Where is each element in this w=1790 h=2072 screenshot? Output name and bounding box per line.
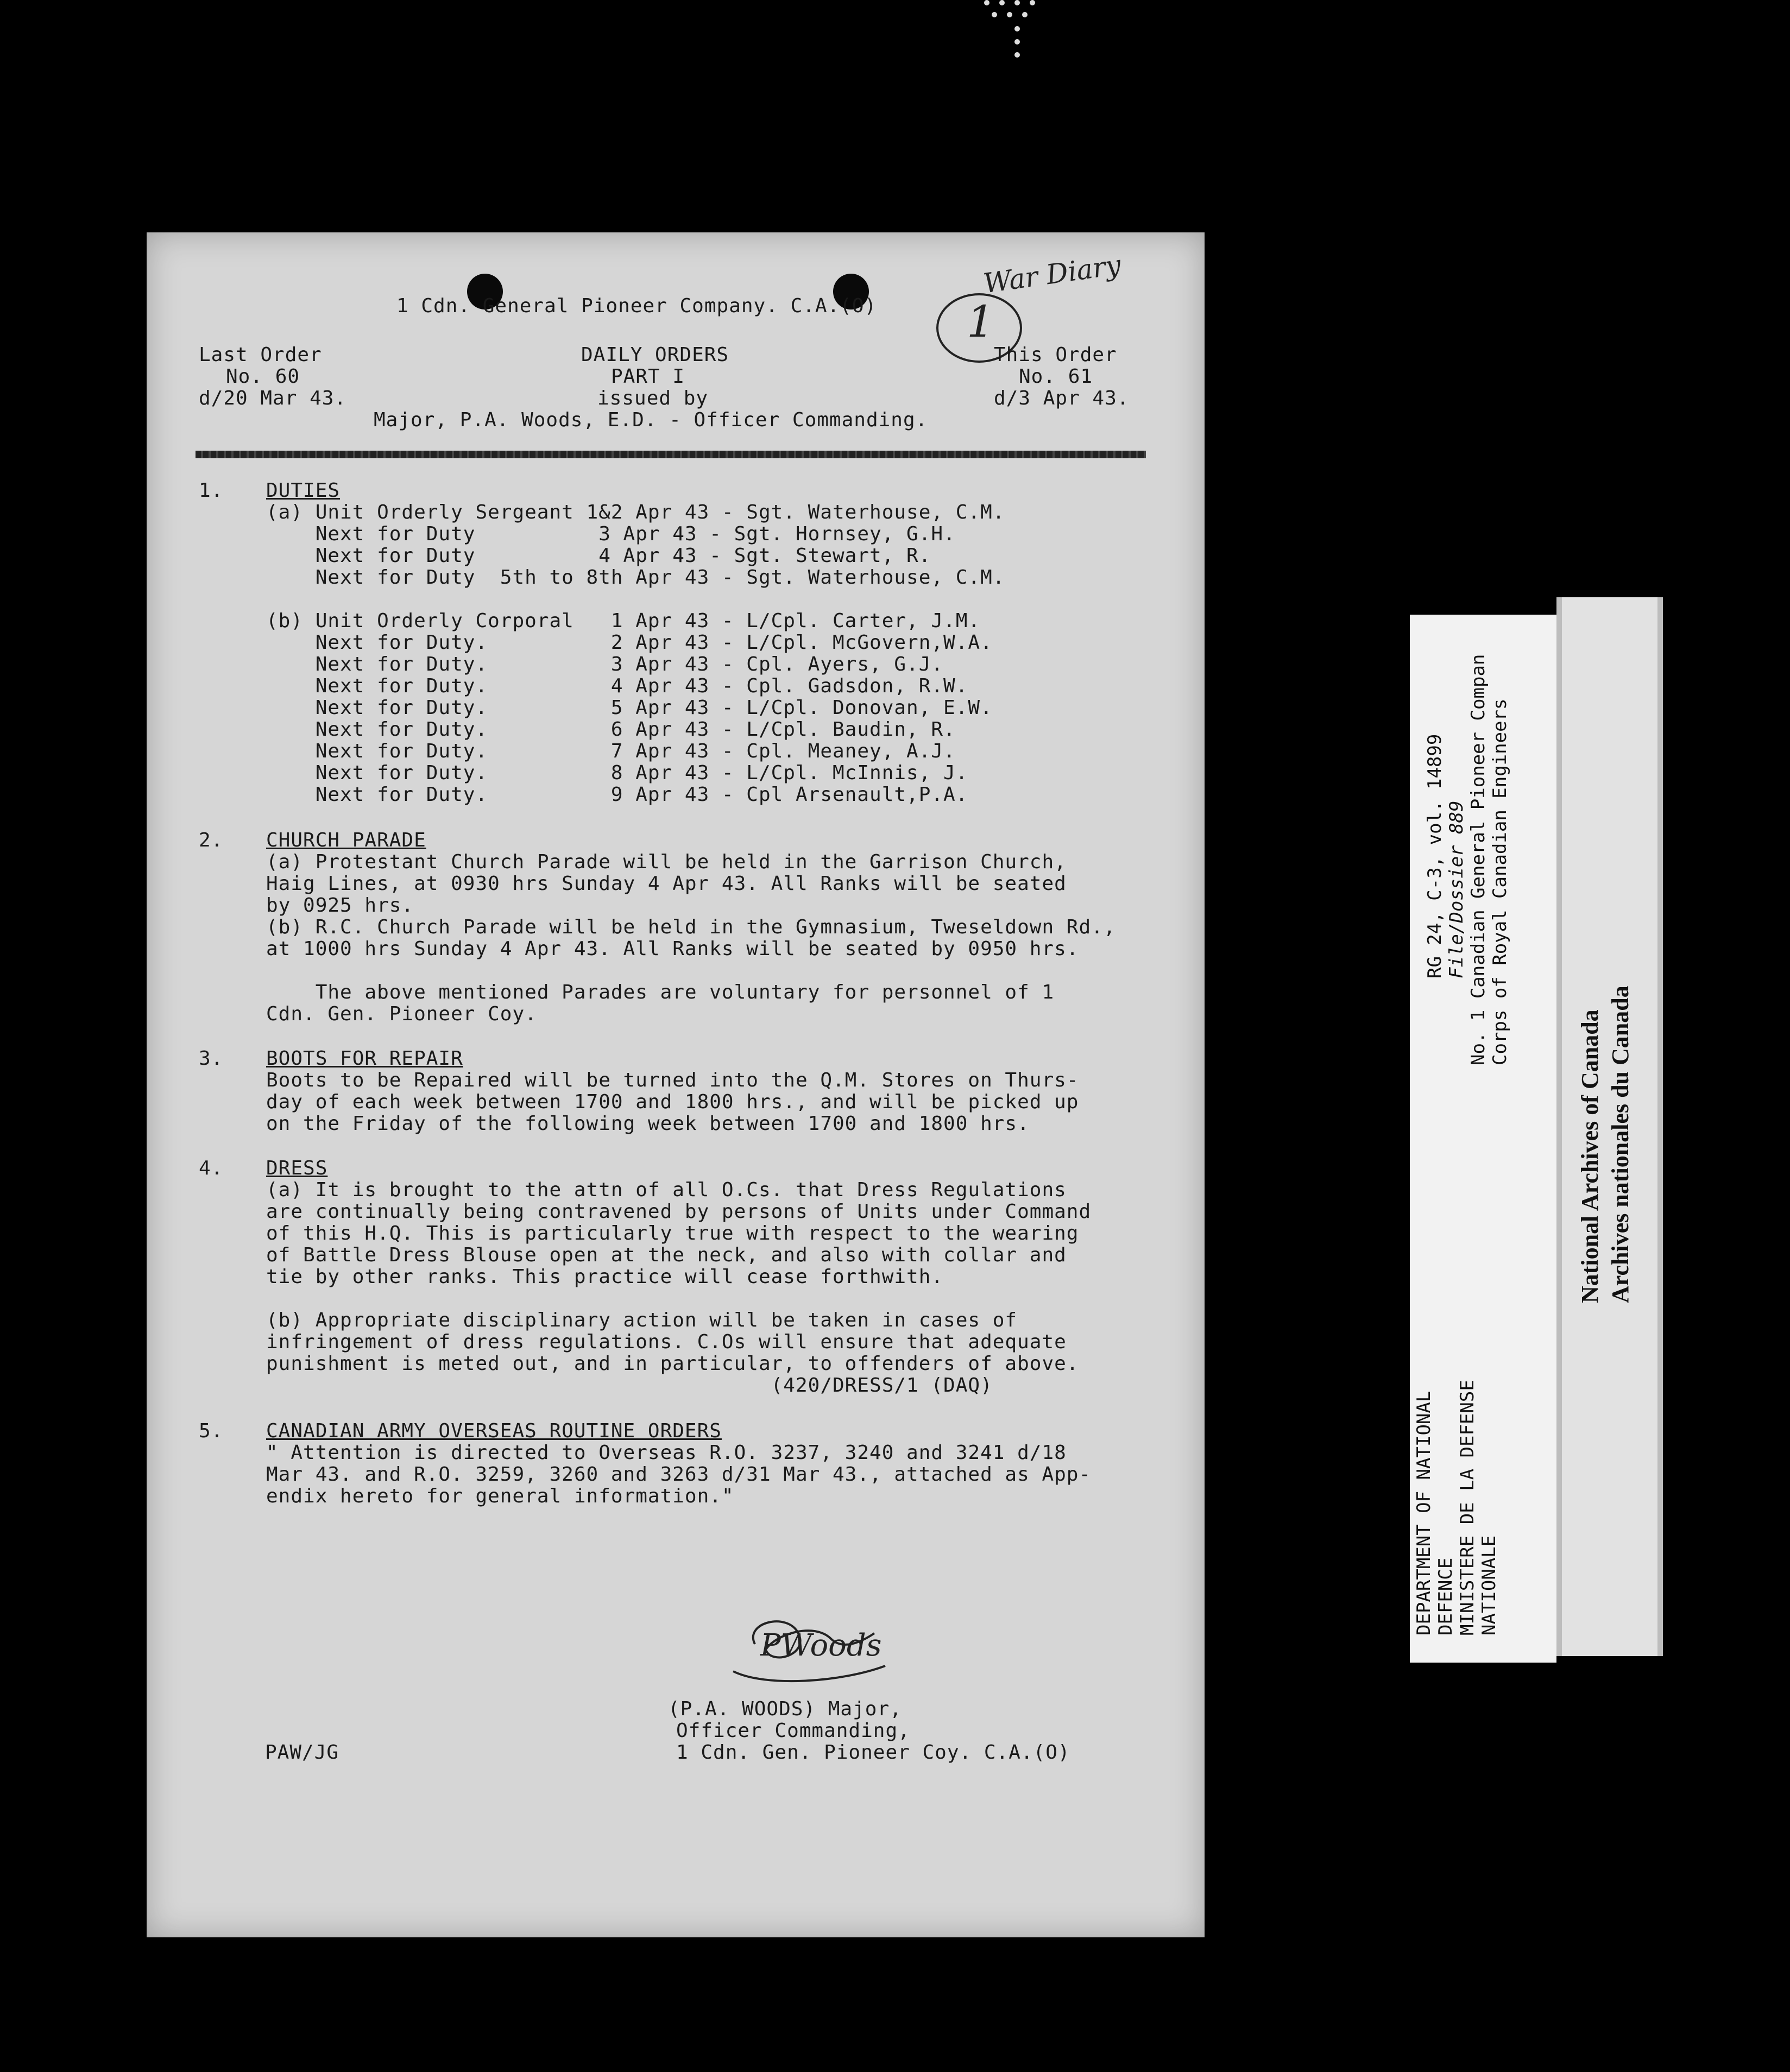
top-marker-dots [984, 0, 1038, 60]
church-note: The above mentioned Parades are voluntary for personnel of 1 [266, 981, 1055, 1003]
archive-unit-2: Corps of Royal Canadian Engineers [1489, 698, 1511, 1065]
section-title-boots: BOOTS FOR REPAIR [266, 1047, 463, 1070]
issued-by-label: issued by [597, 387, 709, 409]
archives-name-en: National Archives of Canada [1577, 1009, 1603, 1303]
section-title-duties: DUTIES [266, 479, 341, 502]
section-title-church-parade: CHURCH PARADE [266, 829, 426, 851]
duty-line: Next for Duty 4 Apr 43 - Sgt. Stewart, R. [266, 545, 931, 567]
signature-text: PWoods [760, 1628, 882, 1663]
boots-line: day of each week between 1700 and 1800 hrs., and will be picked up [266, 1091, 1079, 1113]
circled-number-text: 1 [967, 296, 994, 347]
dress-line: punishment is meted out, and in particular, to offenders of above. [266, 1353, 1079, 1375]
this-order-date: d/3 Apr 43. [994, 387, 1130, 409]
duty-line: Next for Duty. 4 Apr 43 - Cpl. Gadsdon, R.W. [266, 675, 968, 697]
last-order-number: No. 60 [226, 365, 300, 388]
last-order-date: d/20 Mar 43. [199, 387, 347, 409]
archive-unit-1: No. 1 Canadian General Pioneer Compan [1467, 654, 1489, 1065]
dress-line: of Battle Dress Blouse open at the neck, and also with collar and [266, 1244, 1067, 1266]
archive-reference-label [1410, 615, 1556, 1663]
signature-line: Officer Commanding, [676, 1720, 910, 1742]
section-number: 1. [199, 479, 224, 502]
signature-line: 1 Cdn. Gen. Pioneer Coy. C.A.(O) [676, 1741, 1070, 1764]
this-order-number: No. 61 [1019, 365, 1093, 388]
daily-orders-title: DAILY ORDERS [581, 344, 729, 366]
section-number: 4. [199, 1157, 224, 1179]
duty-line: (b) Unit Orderly Corporal 1 Apr 43 - L/Cpl. Carter, J.M. [266, 610, 981, 632]
part-label: PART I [611, 365, 685, 388]
last-order-label: Last Order [199, 344, 322, 366]
typist-initials: PAW/JG [265, 1741, 339, 1764]
church-line: (b) R.C. Church Parade will be held in the Gymnasium, Tweseldown Rd., [266, 916, 1116, 938]
dress-line: (a) It is brought to the attn of all O.Cs. that Dress Regulations [266, 1179, 1067, 1201]
duty-line: Next for Duty. 9 Apr 43 - Cpl Arsenault,P.A. [266, 784, 968, 806]
handwritten-note: War Diary [981, 249, 1123, 300]
caro-line: Mar 43. and R.O. 3259, 3260 and 3263 d/31 Mar 43., attached as App- [266, 1463, 1092, 1486]
department-line: NATIONALE [1478, 1535, 1500, 1635]
department-line: DEPARTMENT OF NATIONAL [1413, 1391, 1435, 1635]
church-line: at 1000 hrs Sunday 4 Apr 43. All Ranks will be seated by 0950 hrs. [266, 938, 1079, 960]
caro-line: " Attention is directed to Overseas R.O. 3237, 3240 and 3241 d/18 [266, 1442, 1067, 1464]
archives-name-fr: Archives nationales du Canada [1607, 986, 1634, 1303]
national-archives-label [1556, 597, 1663, 1656]
caro-line: endix hereto for general information." [266, 1485, 734, 1507]
department-line: DEFENCE [1435, 1557, 1457, 1635]
archive-file: File/Dossier 889 [1446, 800, 1467, 978]
duty-line: Next for Duty 5th to 8th Apr 43 - Sgt. Waterhouse, C.M. [266, 566, 1005, 589]
section-number: 2. [199, 829, 224, 851]
duty-line: Next for Duty. 6 Apr 43 - L/Cpl. Baudin, R. [266, 718, 956, 741]
duty-line: Next for Duty. 7 Apr 43 - Cpl. Meaney, A.J. [266, 740, 956, 762]
issuing-officer: Major, P.A. Woods, E.D. - Officer Commanding. [374, 409, 928, 431]
dress-line: infringement of dress regulations. C.Os will ensure that adequate [266, 1331, 1067, 1353]
dress-line: of this H.Q. This is particularly true with respect to the wearing [266, 1222, 1079, 1245]
dress-reference: (420/DRESS/1 (DAQ) [266, 1374, 993, 1397]
dress-line: (b) Appropriate disciplinary action will be taken in cases of [266, 1309, 1018, 1331]
section-number: 5. [199, 1420, 224, 1442]
section-number: 3. [199, 1047, 224, 1070]
duty-line: Next for Duty. 8 Apr 43 - L/Cpl. McInnis, J. [266, 762, 968, 784]
archive-reference: RG 24, C-3, vol. 14899 [1424, 734, 1446, 978]
duty-line: Next for Duty. 2 Apr 43 - L/Cpl. McGovern,W.A. [266, 631, 993, 654]
boots-line: Boots to be Repaired will be turned into the Q.M. Stores on Thurs- [266, 1069, 1079, 1091]
document-page [147, 232, 1205, 1937]
duty-line: (a) Unit Orderly Sergeant 1&2 Apr 43 - Sgt. Waterhouse, C.M. [266, 501, 1005, 523]
church-line: (a) Protestant Church Parade will be held in the Garrison Church, [266, 851, 1067, 873]
church-note: Cdn. Gen. Pioneer Coy. [266, 1003, 537, 1025]
duty-line: Next for Duty. 3 Apr 43 - Cpl. Ayers, G.J. [266, 653, 944, 675]
signature-line: (P.A. WOODS) Major, [668, 1698, 902, 1720]
company-title: 1 Cdn. General Pioneer Company. C.A.(O) [396, 295, 877, 317]
dress-line: tie by other ranks. This practice will cease forthwith. [266, 1266, 944, 1288]
church-line: by 0925 hrs. [266, 894, 414, 917]
duty-line: Next for Duty 3 Apr 43 - Sgt. Hornsey, G.H. [266, 523, 956, 545]
dress-line: are continually being contravened by persons of Units under Command [266, 1201, 1092, 1223]
section-title-caro: CANADIAN ARMY OVERSEAS ROUTINE ORDERS [266, 1420, 722, 1442]
boots-line: on the Friday of the following week between 1700 and 1800 hrs. [266, 1113, 1030, 1135]
duty-line: Next for Duty. 5 Apr 43 - L/Cpl. Donovan, E.W. [266, 697, 993, 719]
section-title-dress: DRESS [266, 1157, 328, 1179]
department-line: MINISTERE DE LA DEFENSE [1457, 1380, 1478, 1635]
church-line: Haig Lines, at 0930 hrs Sunday 4 Apr 43. All Ranks will be seated [266, 873, 1067, 895]
this-order-label: This Order [994, 344, 1117, 366]
header-divider [196, 451, 1146, 458]
